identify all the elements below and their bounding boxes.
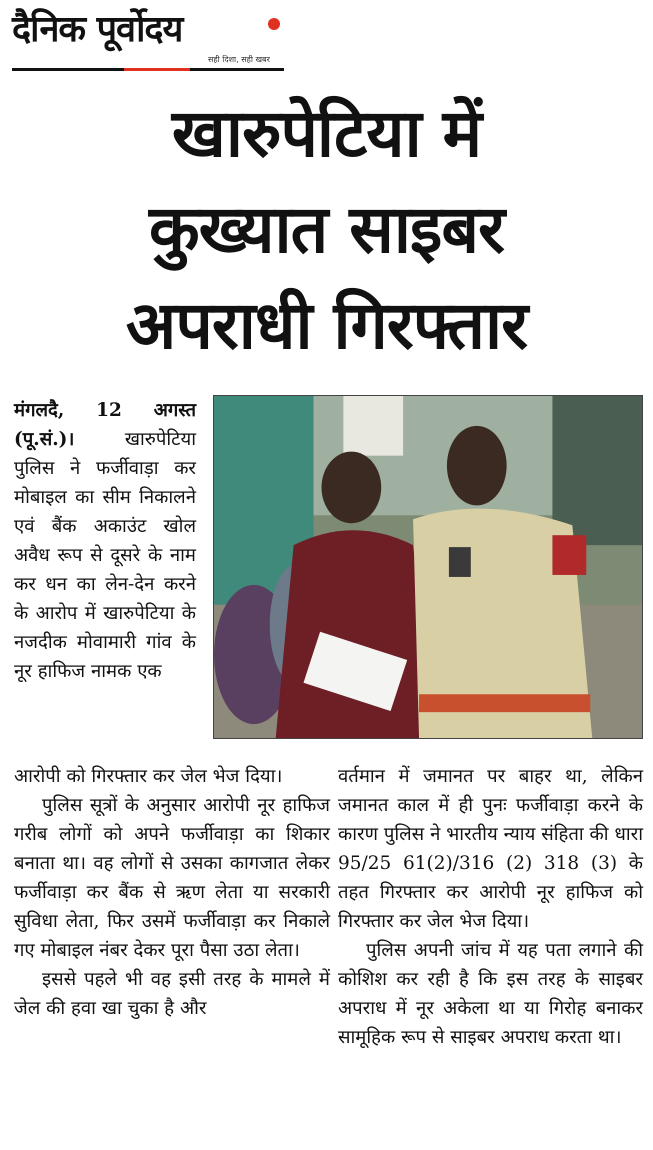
headline-line-1: खारुपेटिया में: [171, 95, 482, 172]
photo-illustration: [214, 396, 642, 738]
paragraph-3: इससे पहले भी वह इसी तरह के मामले में जेल की हवा खा चुका है और: [14, 969, 330, 1019]
lead-paragraph: खारुपेटिया पुलिस ने फर्जीवाड़ा कर मोबाइल का सीम निकालने एवं बैंक अकाउंट खोल अवैध रूप से दूसरे के नाम कर धन का लेन-देन करने के आरोप में खारुपेटिया के नजदीक मोवामारी गांव के नूर हाफिज नामक एक: [14, 429, 196, 682]
headline-line-2: कुख्यात साइबर: [148, 191, 505, 268]
masthead: [12, 8, 284, 74]
dateline: मंगलदै, 12 अगस्त (पू.सं.)।: [14, 400, 196, 450]
article-column-left-top: [14, 396, 196, 686]
headline-line-3: अपराधी गिरफ्तार: [125, 287, 528, 364]
paragraph-3-continued: वर्तमान में जमानत पर बाहर था, लेकिन जमानत काल में ही पुनः फर्जीवाड़ा करने के कारण पुलिस ने भारतीय न्याय संहिता की धारा 95/25 61(2)/316 (2) 318 (3) के तहत गिरफ्तार कर आरोपी नूर हाफिज को गिरफ्तार कर जेल भेज दिया।: [338, 766, 643, 932]
newspaper-tagline: सही दिशा, सही खबर: [208, 55, 270, 64]
masthead-red-bar: [124, 68, 190, 71]
article-column-left-bottom: [14, 762, 330, 1023]
paragraph-2: पुलिस सूत्रों के अनुसार आरोपी नूर हाफिज गरीब लोगों को अपने फर्जीवाड़ा का शिकार बनाता था। वह लोगों से उसका कागजात लेकर फर्जीवाड़ा कर बैंक से ऋण लेता या सरकारी सुविधा लेता, फिर उसमें फर्जीवाड़ा कर निकाले गए मोबाइल नंबर देकर पूरा पैसा उठा लेता।: [14, 795, 330, 961]
paragraph-4: पुलिस अपनी जांच में यह पता लगाने की कोशिश कर रही है कि इस तरह के साइबर अपराध में नूर अकेला था या गिरोह बनाकर सामूहिक रूप से साइबर अपराध करता था।: [338, 940, 643, 1048]
logo-dot-icon: [268, 18, 280, 30]
headline: [0, 86, 653, 374]
article-column-right-bottom: [338, 762, 643, 1052]
newspaper-name: दैनिक पूर्वोदय: [12, 9, 183, 50]
lead-paragraph-continued: आरोपी को गिरफ्तार कर जेल भेज दिया।: [14, 766, 283, 787]
news-photo: [213, 395, 643, 739]
